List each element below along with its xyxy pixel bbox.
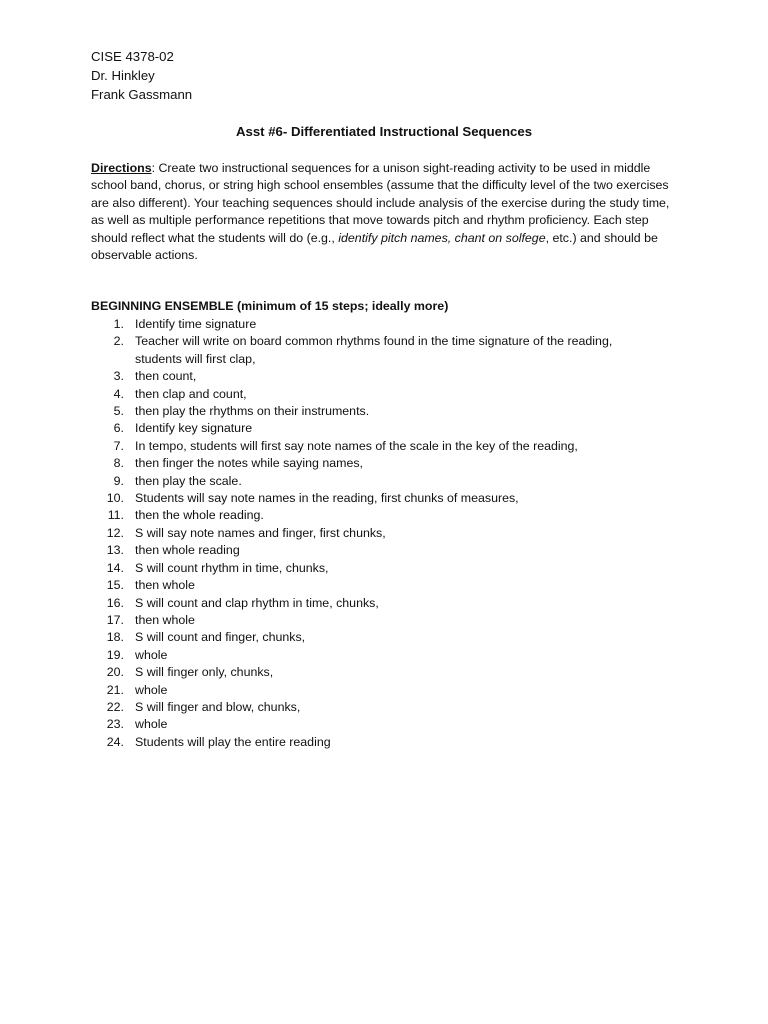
steps-list bbox=[91, 316, 651, 751]
list-item bbox=[91, 490, 651, 507]
list-item bbox=[91, 455, 651, 472]
course-code: CISE 4378-02 bbox=[91, 49, 174, 64]
step-text: then whole bbox=[135, 578, 195, 593]
step-number: 17. bbox=[106, 612, 124, 627]
directions-paragraph bbox=[91, 160, 681, 264]
section-heading: BEGINNING ENSEMBLE (minimum of 15 steps; ideally more) bbox=[91, 299, 449, 313]
step-text: Identify time signature bbox=[135, 317, 257, 331]
list-item bbox=[91, 386, 651, 403]
step-text: whole bbox=[135, 682, 168, 697]
directions-text-after: , etc.) and should be observable actions. bbox=[91, 230, 658, 263]
step-number: 13. bbox=[106, 543, 124, 558]
step-number: 5. bbox=[113, 404, 124, 419]
step-number: 9. bbox=[113, 473, 124, 488]
step-text: then clap and count, bbox=[135, 386, 247, 401]
list-item bbox=[91, 542, 651, 559]
list-item bbox=[91, 699, 651, 716]
step-text: then finger the notes while saying names, bbox=[135, 456, 363, 471]
step-text: Identify key signature bbox=[135, 421, 253, 436]
directions-label: Directions bbox=[91, 161, 152, 175]
instructor-name: Dr. Hinkley bbox=[91, 68, 155, 83]
list-item bbox=[91, 647, 651, 664]
step-number: 7. bbox=[113, 438, 124, 453]
list-item bbox=[91, 368, 651, 385]
step-text: Teacher will write on board common rhythms found in the time signature of the reading, students will first clap, bbox=[135, 334, 613, 366]
step-text: S will finger only, chunks, bbox=[135, 665, 274, 680]
list-item bbox=[91, 403, 651, 420]
list-item bbox=[91, 333, 651, 368]
step-number: 12. bbox=[106, 525, 124, 540]
step-text: S will count rhythm in time, chunks, bbox=[135, 560, 329, 575]
step-number: 15. bbox=[106, 578, 124, 593]
step-text: then count, bbox=[135, 369, 197, 384]
document-header bbox=[91, 47, 192, 104]
list-item bbox=[91, 595, 651, 612]
step-number: 23. bbox=[106, 717, 124, 732]
step-text: S will count and clap rhythm in time, chunks, bbox=[135, 595, 379, 610]
step-text: Students will play the entire reading bbox=[135, 734, 331, 749]
assignment-title: Asst #6- Differentiated Instructional Sequences bbox=[235, 124, 533, 139]
list-item bbox=[91, 316, 651, 333]
list-item bbox=[91, 734, 651, 751]
step-text: then play the scale. bbox=[135, 473, 242, 488]
step-number: 2. bbox=[113, 334, 124, 349]
directions-text-before: : Create two instructional sequences for a unison sight-reading activity to be used in middle school band, chorus, or string high school ensembles (assume that the difficulty level of the two exercises are also different). Your teaching sequences should include analysis of the exercise during the study time, as well as multiple performance repetitions that move towards pitch and rhythm proficiency. Each step should reflect what the students will do (e.g., bbox=[91, 161, 670, 245]
step-number: 6. bbox=[113, 421, 124, 436]
step-text: Students will say note names in the reading, first chunks of measures, bbox=[135, 491, 519, 506]
list-item bbox=[91, 716, 651, 733]
step-number: 8. bbox=[113, 456, 124, 471]
step-text: S will finger and blow, chunks, bbox=[135, 699, 301, 714]
step-number: 1. bbox=[113, 317, 124, 331]
step-number: 18. bbox=[106, 630, 124, 645]
step-number: 22. bbox=[106, 699, 124, 714]
list-item bbox=[91, 577, 651, 594]
step-text: then whole bbox=[135, 612, 195, 627]
step-text: then whole reading bbox=[135, 543, 240, 558]
step-number: 10. bbox=[106, 491, 124, 506]
step-text: whole bbox=[135, 647, 168, 662]
student-name: Frank Gassmann bbox=[91, 87, 193, 102]
step-number: 3. bbox=[113, 369, 124, 384]
list-item bbox=[91, 682, 651, 699]
step-text: then play the rhythms on their instruments. bbox=[135, 404, 370, 419]
step-number: 11. bbox=[107, 508, 124, 523]
list-item bbox=[91, 612, 651, 629]
list-item bbox=[91, 629, 651, 646]
list-item bbox=[91, 438, 651, 455]
step-number: 21. bbox=[106, 682, 124, 697]
step-number: 4. bbox=[113, 386, 124, 401]
step-text: whole bbox=[135, 717, 168, 732]
list-item bbox=[91, 560, 651, 577]
list-item bbox=[91, 507, 651, 524]
step-text: In tempo, students will first say note names of the scale in the key of the reading, bbox=[135, 438, 578, 453]
list-item bbox=[91, 664, 651, 681]
directions-italic-example: identify pitch names, chant on solfege bbox=[338, 230, 546, 245]
step-text: then the whole reading. bbox=[135, 508, 264, 523]
step-number: 19. bbox=[106, 647, 124, 662]
list-item bbox=[91, 420, 651, 437]
list-item bbox=[91, 473, 651, 490]
step-text: S will say note names and finger, first chunks, bbox=[135, 525, 386, 540]
step-number: 16. bbox=[106, 595, 124, 610]
step-number: 20. bbox=[106, 665, 124, 680]
step-text: S will count and finger, chunks, bbox=[135, 630, 306, 645]
step-number: 24. bbox=[106, 734, 124, 749]
step-number: 14. bbox=[106, 560, 124, 575]
list-item bbox=[91, 525, 651, 542]
